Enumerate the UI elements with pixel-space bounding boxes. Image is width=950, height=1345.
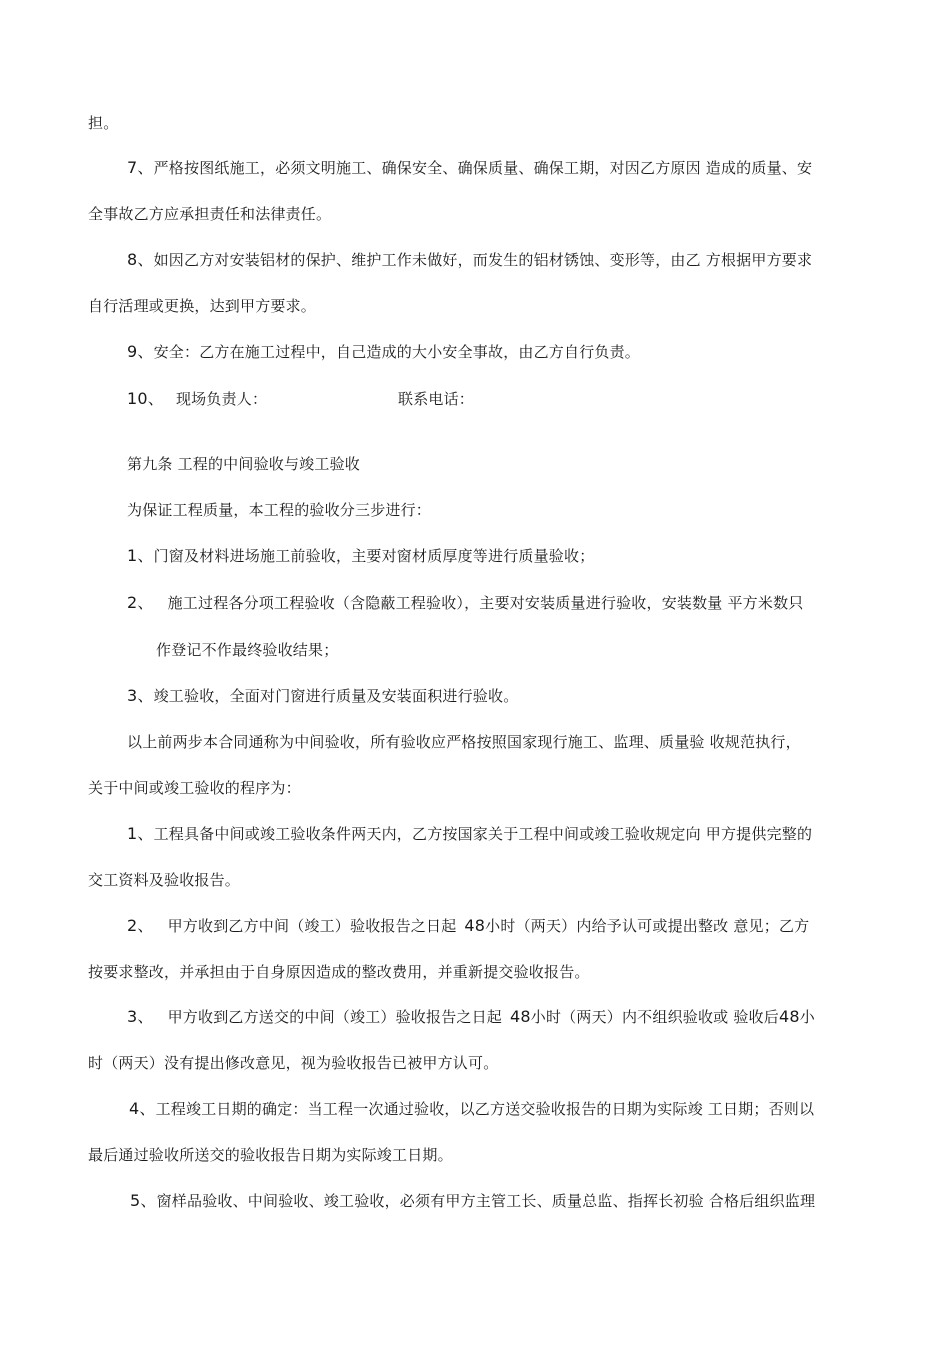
procedure-5-line-1: 5、窗样品验收、中间验收、竣工验收，必须有甲方主管工长、质量总监、指挥长初验 合格后组织监理 — [130, 1191, 816, 1210]
step-1-line: 1、门窗及材料进场施工前验收，主要对窗材质厚度等进行质量验收； — [127, 546, 595, 565]
step-3-line: 3、竣工验收，全面对门窗进行质量及安装面积进行验收。 — [127, 686, 519, 705]
procedure-3-line-1: 3、 甲方收到乙方送交的中间（竣工）验收报告之日起 48小时（两天）内不组织验收或 验收后48小 — [127, 1007, 815, 1026]
clause-7-line-1: 7、严格按图纸施工，必须文明施工、确保安全、确保质量、确保工期，对因乙方原因 造成的质量、安 — [127, 158, 813, 177]
item-number: 7、 — [127, 158, 154, 177]
item-number: 10、 — [127, 389, 164, 408]
clause-7-line-2: 全事故乙方应承担责任和法律责任。 — [88, 205, 332, 223]
paragraph-line: 关于中间或竣工验收的程序为： — [88, 779, 301, 797]
step-2-line-2: 作登记不作最终验收结果； — [156, 641, 339, 659]
contact-phone-label: 联系电话： — [398, 390, 475, 408]
paragraph-line: 以上前两步本合同通称为中间验收，所有验收应严格按照国家现行施工、监理、质量验 收规范执行， — [127, 733, 801, 751]
procedure-1-line-1: 1、工程具备中间或竣工验收条件两天内，乙方按国家关于工程中间或竣工验收规定向 甲方提供完整的 — [127, 824, 813, 843]
hours-value: 48 — [778, 1007, 800, 1026]
procedure-3-line-2: 时（两天）没有提出修改意见，视为验收报告已被甲方认可。 — [88, 1054, 499, 1072]
item-number: 1、 — [127, 546, 154, 565]
item-number: 2、 — [127, 593, 154, 612]
hours-value: 48 — [510, 1007, 531, 1026]
clause-8-line-2: 自行活理或更换，达到甲方要求。 — [88, 297, 317, 315]
hours-value: 48 — [464, 916, 486, 935]
item-number: 3、 — [127, 1007, 154, 1026]
article-heading: 第九条 工程的中间验收与竣工验收 — [127, 455, 360, 473]
item-number: 9、 — [127, 342, 154, 361]
item-number: 2、 — [127, 916, 154, 935]
clause-8-line-1: 8、如因乙方对安装铝材的保护、维护工作未做好，而发生的铝材锈蚀、变形等，由乙 方根据甲方要求 — [127, 250, 813, 269]
clause-10-line — [127, 389, 267, 409]
item-number: 3、 — [127, 686, 154, 705]
item-number: 5、 — [130, 1191, 157, 1210]
procedure-1-line-2: 交工资料及验收报告。 — [88, 871, 241, 889]
paragraph-line: 为保证工程质量，本工程的验收分三步进行： — [127, 501, 432, 519]
clause-9-line: 9、安全：乙方在施工过程中，自己造成的大小安全事故，由乙方自行负责。 — [127, 342, 640, 361]
paragraph-line: 担。 — [88, 114, 119, 132]
item-number: 8、 — [127, 250, 154, 269]
procedure-4-line-1: 4、工程竣工日期的确定：当工程一次通过验收，以乙方送交验收报告的日期为实际竣 工日期；否则以 — [129, 1099, 815, 1118]
site-manager-label: 现场负责人： — [175, 390, 268, 408]
item-number: 1、 — [127, 824, 154, 843]
step-2-line-1: 2、 施工过程各分项工程验收（含隐蔽工程验收），主要对安装质量进行验收，安装数量 平方米数只 — [127, 593, 804, 612]
procedure-2-line-2: 按要求整改，并承担由于自身原因造成的整改费用，并重新提交验收报告。 — [88, 963, 590, 981]
procedure-4-line-2: 最后通过验收所送交的验收报告日期为实际竣工日期。 — [88, 1146, 453, 1164]
procedure-2-line-1: 2、 甲方收到乙方中间（竣工）验收报告之日起 48小时（两天）内给予认可或提出整改 意见；乙方 — [127, 916, 810, 935]
item-number: 4、 — [129, 1099, 156, 1118]
